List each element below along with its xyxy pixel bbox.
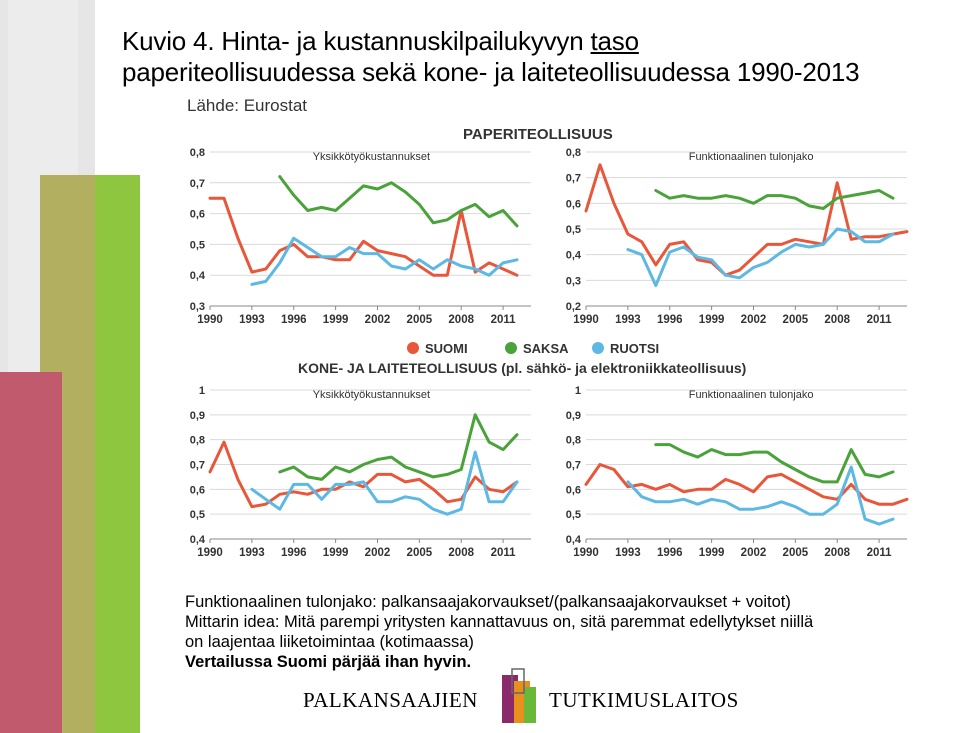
title-line1: Kuvio 4. Hinta- ja kustannuskilpailukyvyn xyxy=(122,26,591,56)
note-line-3: on laajentaa liiketoimintaa (kotimaassa) xyxy=(185,633,474,651)
y-tick-label: 0,7 xyxy=(565,459,581,472)
series-line-suomi xyxy=(586,165,907,275)
series-line-ruotsi xyxy=(252,452,517,514)
y-tick-label: 1 xyxy=(574,385,581,397)
x-tick-label: 1990 xyxy=(197,314,223,326)
x-tick-label: 2008 xyxy=(448,547,475,559)
x-tick-label: 1996 xyxy=(280,547,307,559)
y-tick-label: 1 xyxy=(198,385,205,397)
y-tick-label: 0,3 xyxy=(189,301,205,313)
x-tick-label: 2005 xyxy=(406,547,433,559)
y-tick-label: 0,8 xyxy=(565,434,581,447)
x-tick-label: 1999 xyxy=(698,547,725,559)
y-tick-label: 0,5 xyxy=(565,224,581,236)
x-tick-label: 2005 xyxy=(406,314,433,326)
y-tick-label: 0,4 xyxy=(189,534,205,546)
x-tick-label: 2008 xyxy=(448,314,475,326)
panel-title: Yksikkötyökustannukset xyxy=(312,151,431,163)
x-tick-label: 1993 xyxy=(615,314,641,326)
title-line1-underlined: taso xyxy=(590,26,639,56)
x-tick-label: 1996 xyxy=(656,314,683,326)
series-line-saksa xyxy=(656,191,893,209)
source-label: Lähde: Eurostat xyxy=(187,96,308,115)
x-tick-label: 2011 xyxy=(866,314,892,326)
y-tick-label: 0,5 xyxy=(565,509,581,522)
x-tick-label: 2005 xyxy=(782,314,809,326)
x-tick-label: 2002 xyxy=(740,547,767,559)
section-title-paper: PAPERITEOLLISUUS xyxy=(463,126,613,143)
x-tick-label: 1990 xyxy=(573,314,599,326)
footer-right: TUTKIMUSLAITOS xyxy=(549,688,739,712)
section-title-machinery: KONE- JA LAITETEOLLISUUS (pl. sähkö- ja elektroniikkateollisuus) xyxy=(298,360,747,376)
panel-title: Funktionaalinen tulonjako xyxy=(688,389,814,401)
x-tick-label: 1996 xyxy=(656,547,683,559)
y-tick-label: 0,9 xyxy=(565,409,581,422)
legend-label-saksa: SAKSA xyxy=(523,341,569,356)
x-tick-label: 1996 xyxy=(280,314,307,326)
y-tick-label: 0,4 xyxy=(565,249,581,262)
legend-marker-suomi xyxy=(407,342,419,354)
legend-marker-ruotsi xyxy=(592,342,604,354)
footer-left: PALKANSAAJIEN xyxy=(303,688,478,712)
x-tick-label: 1990 xyxy=(573,547,599,559)
x-tick-label: 1993 xyxy=(615,547,641,559)
institute-logo xyxy=(500,667,540,727)
y-tick-label: 0,7 xyxy=(189,177,205,190)
chart-paper-functional-income xyxy=(550,140,915,330)
legend-marker-saksa xyxy=(505,342,517,354)
series-line-ruotsi xyxy=(628,467,893,524)
x-tick-label: 2005 xyxy=(782,547,809,559)
chart-machinery-unit-labour-costs xyxy=(174,378,539,563)
y-tick-label: 0,2 xyxy=(565,301,581,313)
series-line-saksa xyxy=(280,177,517,226)
y-tick-label: 0,6 xyxy=(565,198,581,211)
x-tick-label: 1993 xyxy=(239,547,265,559)
x-tick-label: 2011 xyxy=(490,314,516,326)
y-tick-label: 0,6 xyxy=(565,484,581,497)
y-tick-label: 0,9 xyxy=(189,409,205,422)
y-tick-label: 0,5 xyxy=(189,239,205,252)
y-tick-label: 0,7 xyxy=(565,172,581,185)
x-tick-label: 2008 xyxy=(824,547,851,559)
title-line2: paperiteollisuudessa sekä kone- ja laiteteollisuudessa 1990-2013 xyxy=(122,57,860,87)
y-tick-label: 0,8 xyxy=(189,147,205,159)
panel-title: Funktionaalinen tulonjako xyxy=(688,151,814,163)
x-tick-label: 1999 xyxy=(698,314,725,326)
y-tick-label: 0,3 xyxy=(565,275,581,288)
note-line-2: Mittarin idea: Mitä parempi yritysten kannattavuus on, sitä paremmat edellytykset niillä xyxy=(185,613,814,631)
chart-machinery-functional-income xyxy=(550,378,915,563)
x-tick-label: 1993 xyxy=(239,314,265,326)
note-line-4: Vertailussa Suomi pärjää ihan hyvin. xyxy=(185,653,472,671)
legend-label-ruotsi: RUOTSI xyxy=(610,341,660,356)
x-tick-label: 2008 xyxy=(824,314,851,326)
x-tick-label: 2011 xyxy=(490,547,516,559)
series-line-suomi xyxy=(210,198,517,275)
y-tick-label: 0,6 xyxy=(189,208,205,221)
x-tick-label: 1990 xyxy=(197,547,223,559)
x-tick-label: 2002 xyxy=(364,314,391,326)
y-tick-label: 0,5 xyxy=(189,509,205,522)
y-tick-label: 0,4 xyxy=(565,534,581,546)
chart-paper-unit-labour-costs xyxy=(174,140,539,330)
y-tick-label: 0,7 xyxy=(189,459,205,472)
x-tick-label: 2002 xyxy=(364,547,391,559)
x-tick-label: 1999 xyxy=(322,314,349,326)
y-tick-label: 0,4 xyxy=(189,270,205,283)
x-tick-label: 2011 xyxy=(866,547,892,559)
panel-title: Yksikkötyökustannukset xyxy=(312,389,431,401)
y-tick-label: 0,8 xyxy=(189,434,205,447)
notes xyxy=(185,592,925,672)
x-tick-label: 2002 xyxy=(740,314,767,326)
y-tick-label: 0,8 xyxy=(565,147,581,159)
x-tick-label: 1999 xyxy=(322,547,349,559)
legend-label-suomi: SUOMI xyxy=(425,341,468,356)
y-tick-label: 0,6 xyxy=(189,484,205,497)
note-line-1: Funktionaalinen tulonjako: palkansaajakorvaukset/(palkansaajakorvaukset + voitot) xyxy=(185,593,791,611)
